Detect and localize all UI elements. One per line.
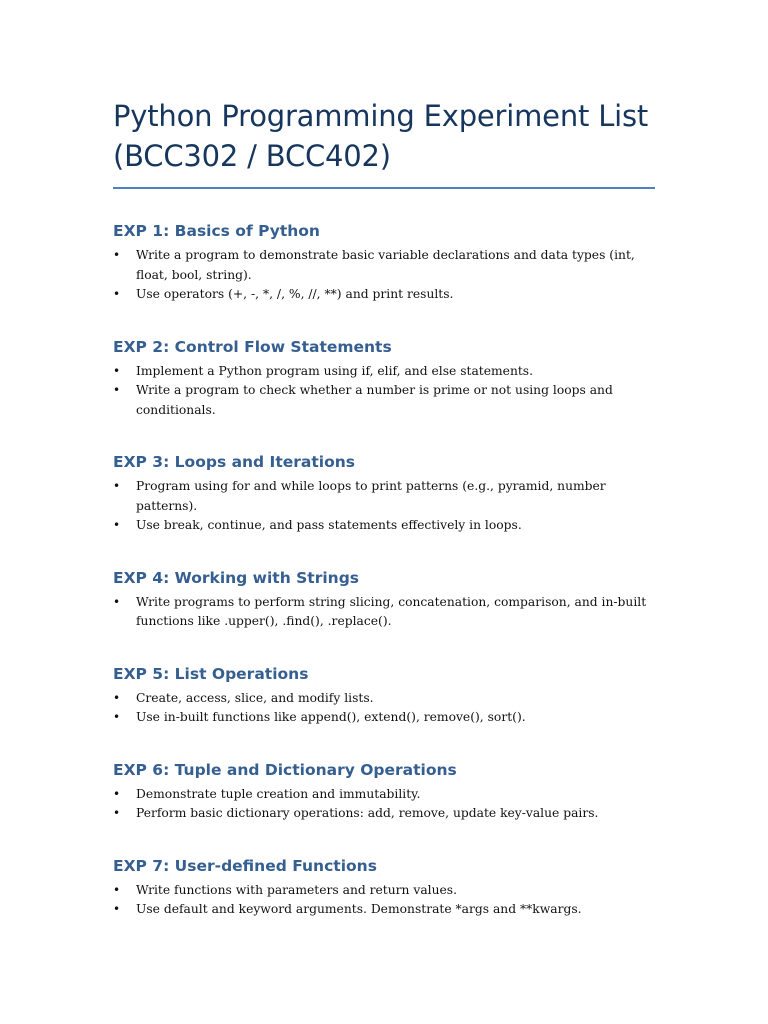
list-item <box>113 881 658 901</box>
experiment-bullet-list <box>113 785 658 824</box>
experiment-section <box>113 663 658 728</box>
bullet-icon: • <box>113 710 121 724</box>
list-item <box>113 246 658 285</box>
bullet-icon: • <box>113 690 121 705</box>
bullet-icon: • <box>113 248 121 262</box>
list-item-text: Demonstrate tuple creation and immutability. <box>136 786 421 801</box>
bullet-icon: • <box>113 882 121 897</box>
list-item-text: Write functions with parameters and return values. <box>136 882 457 897</box>
list-item-text: Write a program to demonstrate basic variable declarations and data types (int, float, bool, string). <box>136 248 635 282</box>
list-item <box>113 593 658 632</box>
experiment-section <box>113 759 658 824</box>
bullet-icon: • <box>113 786 121 801</box>
list-item <box>113 362 658 382</box>
experiment-bullet-list <box>113 689 658 728</box>
list-item-text: Perform basic dictionary operations: add, remove, update key-value pairs. <box>136 806 599 820</box>
experiment-heading: EXP 7: User-defined Functions <box>113 856 377 875</box>
experiment-bullet-list <box>113 362 658 421</box>
list-item-text: Use in-built functions like append(), extend(), remove(), sort(). <box>136 710 526 724</box>
experiment-heading: EXP 5: List Operations <box>113 664 309 683</box>
title-line-1: Python Programming Experiment List <box>113 99 649 133</box>
experiment-heading: EXP 1: Basics of Python <box>113 222 320 240</box>
list-item-text: Use operators (+, -, *, /, %, //, **) and print results. <box>136 287 454 301</box>
list-item-text: Write a program to check whether a number is prime or not using loops and conditionals. <box>136 383 613 417</box>
list-item <box>113 381 658 420</box>
list-item <box>113 516 658 536</box>
experiment-bullet-list <box>113 246 658 305</box>
experiment-bullet-list <box>113 881 658 920</box>
bullet-icon: • <box>113 363 121 378</box>
bullet-icon: • <box>113 806 121 820</box>
experiment-section <box>113 451 658 536</box>
bullet-icon: • <box>113 594 121 609</box>
list-item <box>113 785 658 805</box>
document-title <box>113 96 658 176</box>
list-item <box>113 689 658 709</box>
experiment-section <box>113 220 658 305</box>
list-item <box>113 708 658 728</box>
list-item <box>113 285 658 305</box>
list-item <box>113 900 658 920</box>
experiment-section <box>113 855 658 920</box>
list-item <box>113 804 658 824</box>
list-item-text: Use break, continue, and pass statements effectively in loops. <box>136 518 522 532</box>
experiment-bullet-list <box>113 477 658 536</box>
experiment-bullet-list <box>113 593 658 632</box>
bullet-icon: • <box>113 518 121 532</box>
experiment-heading: EXP 4: Working with Strings <box>113 568 360 587</box>
experiment-section <box>113 336 658 421</box>
experiment-heading: EXP 3: Loops and Iterations <box>113 453 355 471</box>
experiment-section <box>113 567 658 632</box>
title-line-2: (BCC302 / BCC402) <box>113 139 391 173</box>
list-item-text: Write programs to perform string slicing, concatenation, comparison, and in-built functions like .upper(), .find(), .replace(). <box>136 594 647 628</box>
bullet-icon: • <box>113 383 121 397</box>
experiment-heading: EXP 2: Control Flow Statements <box>113 337 392 356</box>
bullet-icon: • <box>113 902 121 916</box>
list-item-text: Create, access, slice, and modify lists. <box>136 690 374 705</box>
list-item-text: Program using for and while loops to print patterns (e.g., pyramid, number patterns). <box>136 479 606 513</box>
list-item-text: Implement a Python program using if, elif, and else statements. <box>136 363 534 378</box>
list-item-text: Use default and keyword arguments. Demonstrate *args and **kwargs. <box>136 902 582 916</box>
experiment-heading: EXP 6: Tuple and Dictionary Operations <box>113 760 457 779</box>
bullet-icon: • <box>113 479 121 493</box>
title-underline <box>113 187 655 189</box>
list-item <box>113 477 658 516</box>
bullet-icon: • <box>113 287 121 301</box>
